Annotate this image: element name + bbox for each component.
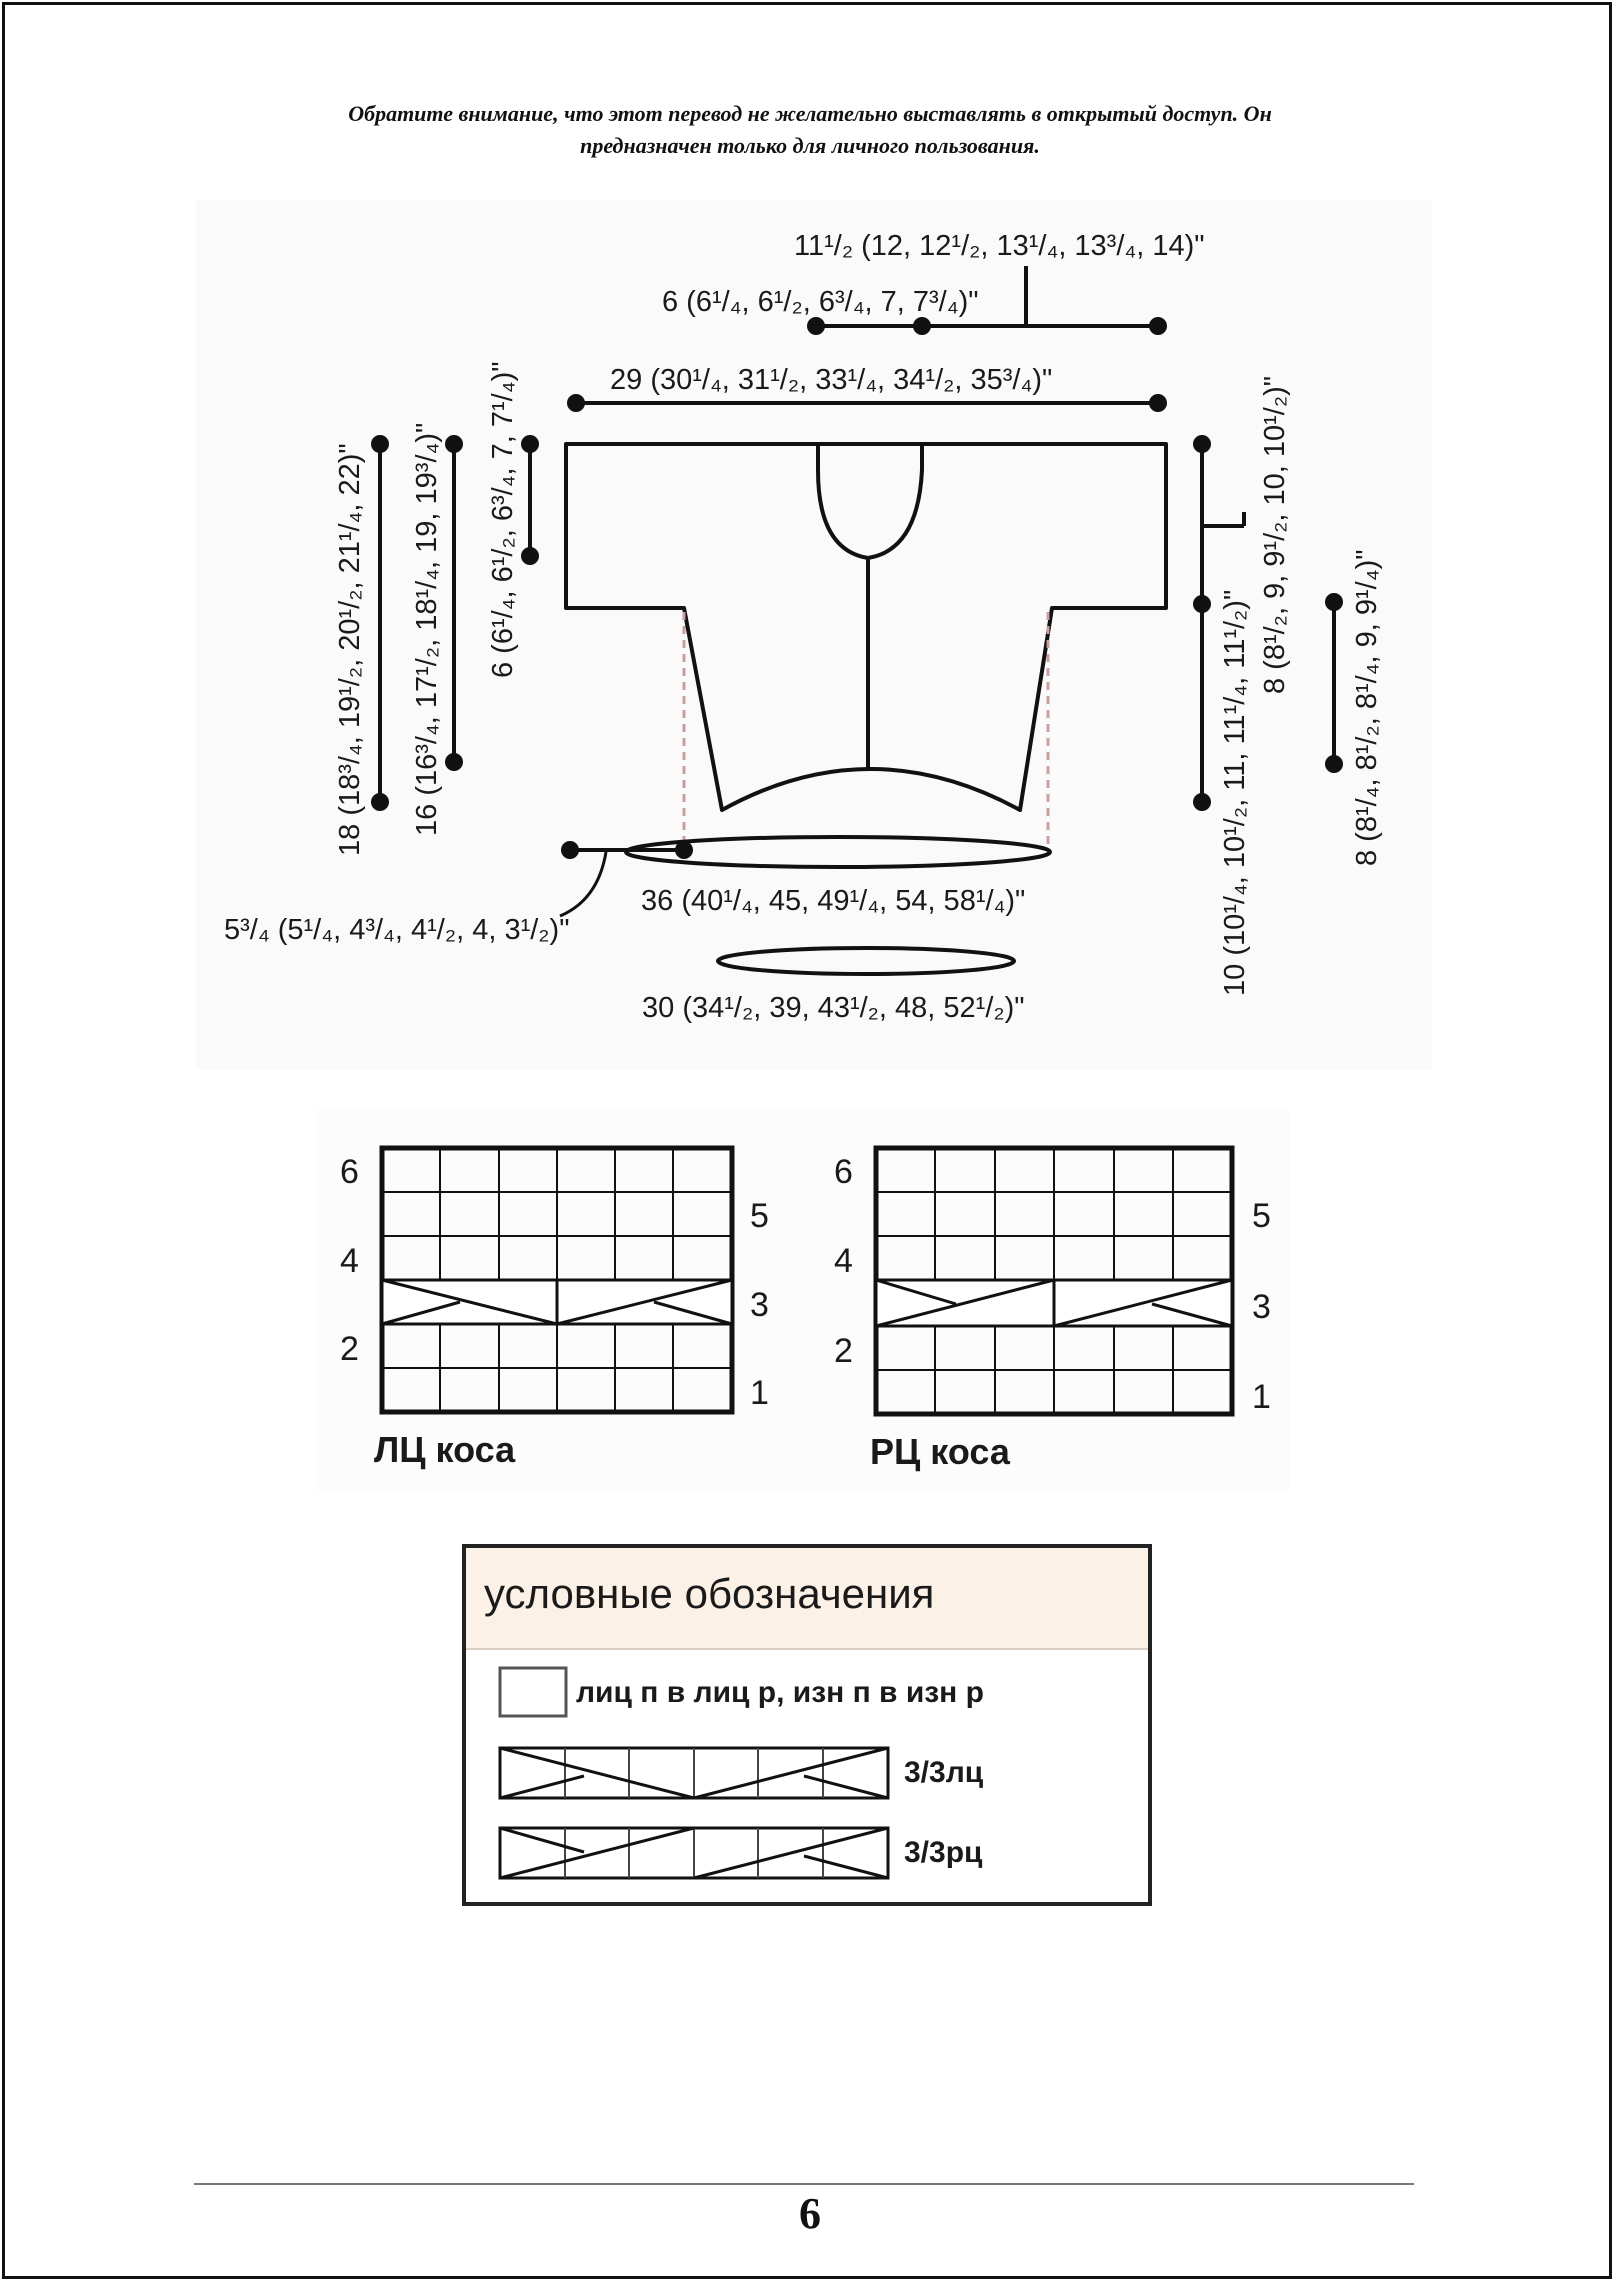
legend-item-lc-label: 3/3лц — [904, 1756, 984, 1789]
label-right-length-8a: 8 (8¹/₂, 9, 9¹/₂, 10, 10¹/₂)" — [1259, 375, 1291, 694]
notice-line-1: Обратите внимание, что этот перевод не желательно выставлять в открытый доступ. Он — [348, 101, 1272, 126]
chart-left-row-3: 3 — [750, 1286, 769, 1324]
label-full-width: 29 (30¹/₄, 31¹/₂, 33¹/₄, 34¹/₂, 35³/₄)" — [610, 364, 1053, 396]
legend — [462, 1544, 1152, 1906]
chart-right-row-1: 1 — [1252, 1378, 1271, 1416]
dim-dot — [1327, 595, 1341, 609]
footer-divider — [194, 2183, 1414, 2185]
dim-dot — [1151, 319, 1165, 333]
label-top-width: 11¹/₂ (12, 12¹/₂, 13¹/₄, 13³/₄, 14)" — [794, 230, 1205, 262]
neckline — [818, 444, 922, 558]
dim-dot — [563, 843, 577, 857]
dim-dot — [1195, 597, 1209, 611]
cable-left-cross-symbol — [498, 1746, 898, 1802]
dim-dot — [373, 437, 387, 451]
chart-left-row-2: 2 — [340, 1330, 359, 1368]
chart-right-row-5: 5 — [1252, 1197, 1271, 1235]
chart-left-row-1: 1 — [750, 1374, 769, 1412]
chart-right-row-3: 3 — [1252, 1288, 1271, 1326]
label-neck-width: 6 (6¹/₄, 6¹/₂, 6³/₄, 7, 7³/₄)" — [662, 286, 979, 318]
dim-dot — [1195, 795, 1209, 809]
dim-dot — [677, 843, 691, 857]
dim-dot — [447, 755, 461, 769]
label-hem-circ-2: 30 (34¹/₂, 39, 43¹/₂, 48, 52¹/₂)" — [642, 992, 1025, 1024]
label-left-length-18: 18 (18³/₄, 19¹/₂, 20¹/₂, 21¹/₄, 22)" — [334, 443, 366, 856]
page-number: 6 — [799, 2189, 821, 2238]
legend-title: условные обозначения — [484, 1570, 935, 1617]
cable-right-cross-symbol — [498, 1826, 898, 1882]
dim-dot — [523, 549, 537, 563]
chart-right-caption: РЦ коса — [870, 1431, 1010, 1472]
chart-left-row-6: 6 — [340, 1153, 359, 1191]
band-leader — [560, 852, 606, 916]
chart-right-row-6: 6 — [834, 1153, 853, 1191]
dim-dot — [523, 437, 537, 451]
legend-item-rc-label: 3/3рц — [904, 1836, 983, 1869]
chart-right-row-2: 2 — [834, 1332, 853, 1370]
label-band-width: 5³/₄ (5¹/₄, 4³/₄, 4¹/₂, 4, 3¹/₂)" — [224, 914, 570, 946]
legend-header — [466, 1548, 1148, 1650]
garment-schematic — [0, 0, 1620, 1100]
dim-dot — [1151, 396, 1165, 410]
dim-dot — [569, 396, 583, 410]
label-left-length-6: 6 (6¹/₄, 6¹/₂, 6³/₄, 7, 7¹/₄)" — [487, 361, 519, 678]
chart-left-caption: ЛЦ коса — [374, 1429, 516, 1470]
dim-dot — [1327, 757, 1341, 771]
legend-item-rc — [466, 1826, 1148, 1886]
label-left-length-16: 16 (16³/₄, 17¹/₂, 18¹/₄, 19, 19³/₄)" — [411, 422, 443, 836]
cable-charts — [0, 1110, 1620, 1510]
dim-dot — [447, 437, 461, 451]
knit-square-symbol — [498, 1666, 570, 1720]
notice-line-2: предназначен только для личного пользования. — [580, 133, 1040, 158]
legend-item-knit — [466, 1666, 1148, 1726]
chart-right-row-4: 4 — [834, 1242, 853, 1280]
label-right-length-8b: 8 (8¹/₄, 8¹/₂, 8¹/₄, 9, 9¹/₄)" — [1351, 549, 1383, 866]
dim-dot — [915, 319, 929, 333]
dim-dot — [373, 795, 387, 809]
dim-dot — [1195, 437, 1209, 451]
label-right-length-10: 10 (10¹/₄, 10¹/₂, 11, 11¹/₄, 11¹/₂)" — [1219, 589, 1251, 996]
hem-ellipse-2 — [718, 948, 1014, 974]
legend-item-lc — [466, 1746, 1148, 1806]
dim-dot — [809, 319, 823, 333]
legend-item-knit-label: лиц п в лиц р, изн п в изн р — [576, 1676, 984, 1709]
chart-left-row-4: 4 — [340, 1242, 359, 1280]
chart-left-row-5: 5 — [750, 1197, 769, 1235]
label-hem-circ: 36 (40¹/₄, 45, 49¹/₄, 54, 58¹/₄)" — [641, 885, 1026, 917]
